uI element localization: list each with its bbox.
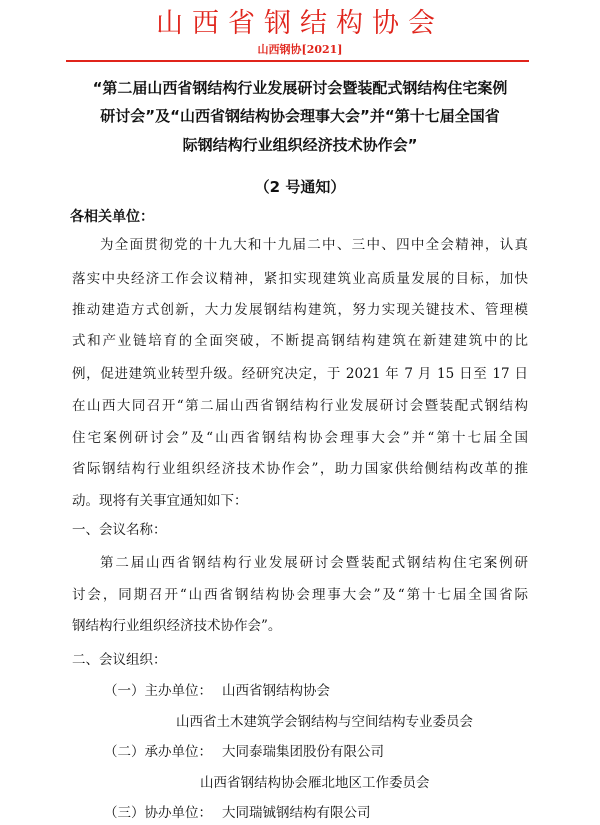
paragraph-line: 讨会，同期召开“山西省钢结构协会理事大会”及“第十七届全国省际 — [72, 587, 528, 603]
org-undertake-1: 大同泰瑞集团股份有限公司 — [222, 744, 384, 760]
org-undertake-label: （二）承办单位： — [104, 744, 212, 760]
paragraph-line: 省际钢结构行业组织经济技术协作会”，助力国家供给侧结构改革的推 — [72, 461, 528, 477]
paragraph-line: 为全面贯彻党的十九大和十九届二中、三中、四中全会精神，认真 — [100, 237, 528, 253]
notice-title-line-3: 际钢结构行业组织经济技术协作会” — [182, 136, 418, 154]
org-undertake-2: 山西省钢结构协会雁北地区工作委员会 — [200, 775, 430, 791]
paragraph-line: 第二届山西省钢结构行业发展研讨会暨装配式钢结构住宅案例研 — [100, 555, 528, 571]
section-heading: 二、会议组织： — [72, 652, 167, 668]
org-host-2: 山西省土木建筑学会钢结构与空间结构专业委员会 — [176, 714, 473, 730]
section-heading: 一、会议名称： — [72, 522, 167, 538]
org-co-1: 大同瑞铖钢结构有限公司 — [222, 805, 371, 821]
paragraph-line: 推动建造方式创新，大力发展钢结构建筑，努力实现关键技术、管理模 — [72, 302, 528, 318]
paragraph-line: 钢结构行业组织经济技术协作会”。 — [72, 618, 282, 634]
paragraph-line: 在山西大同召开“第二届山西省钢结构行业发展研讨会暨装配式钢结构 — [72, 398, 528, 414]
paragraph-line: 住宅案例研讨会”及“山西省钢结构协会理事大会”并“第十七届全国 — [72, 430, 528, 446]
notice-subtitle: （2 号通知） — [254, 178, 346, 196]
salutation: 各相关单位： — [70, 209, 154, 225]
org-co-label: （三）协办单位： — [104, 805, 212, 821]
notice-title-line-1: “第二届山西省钢结构行业发展研讨会暨装配式钢结构住宅案例 — [92, 79, 508, 97]
document-number: 山西钢协[2021] — [257, 43, 343, 56]
paragraph-line: 例，促进建筑业转型升级。经研究决定，于 2021 年 7 月 15 日至 17 日 — [72, 366, 528, 382]
org-host-1: 山西省钢结构协会 — [222, 683, 330, 699]
letterhead-rule — [66, 60, 529, 62]
letterhead-org-name: 山西省钢结构协会 — [156, 8, 444, 39]
notice-title-line-2: 研讨会”及“山西省钢结构协会理事大会”并“第十七届全国省 — [100, 107, 500, 125]
paragraph-line: 落实中央经济工作会议精神，紧扣实现建筑业高质量发展的目标，加快 — [72, 271, 528, 287]
paragraph-line: 动。现将有关事宜通知如下： — [72, 493, 248, 509]
paragraph-line: 式和产业链培育的全面突破，不断提高钢结构建筑在新建建筑中的比 — [72, 333, 528, 349]
org-host-label: （一）主办单位： — [104, 683, 212, 699]
